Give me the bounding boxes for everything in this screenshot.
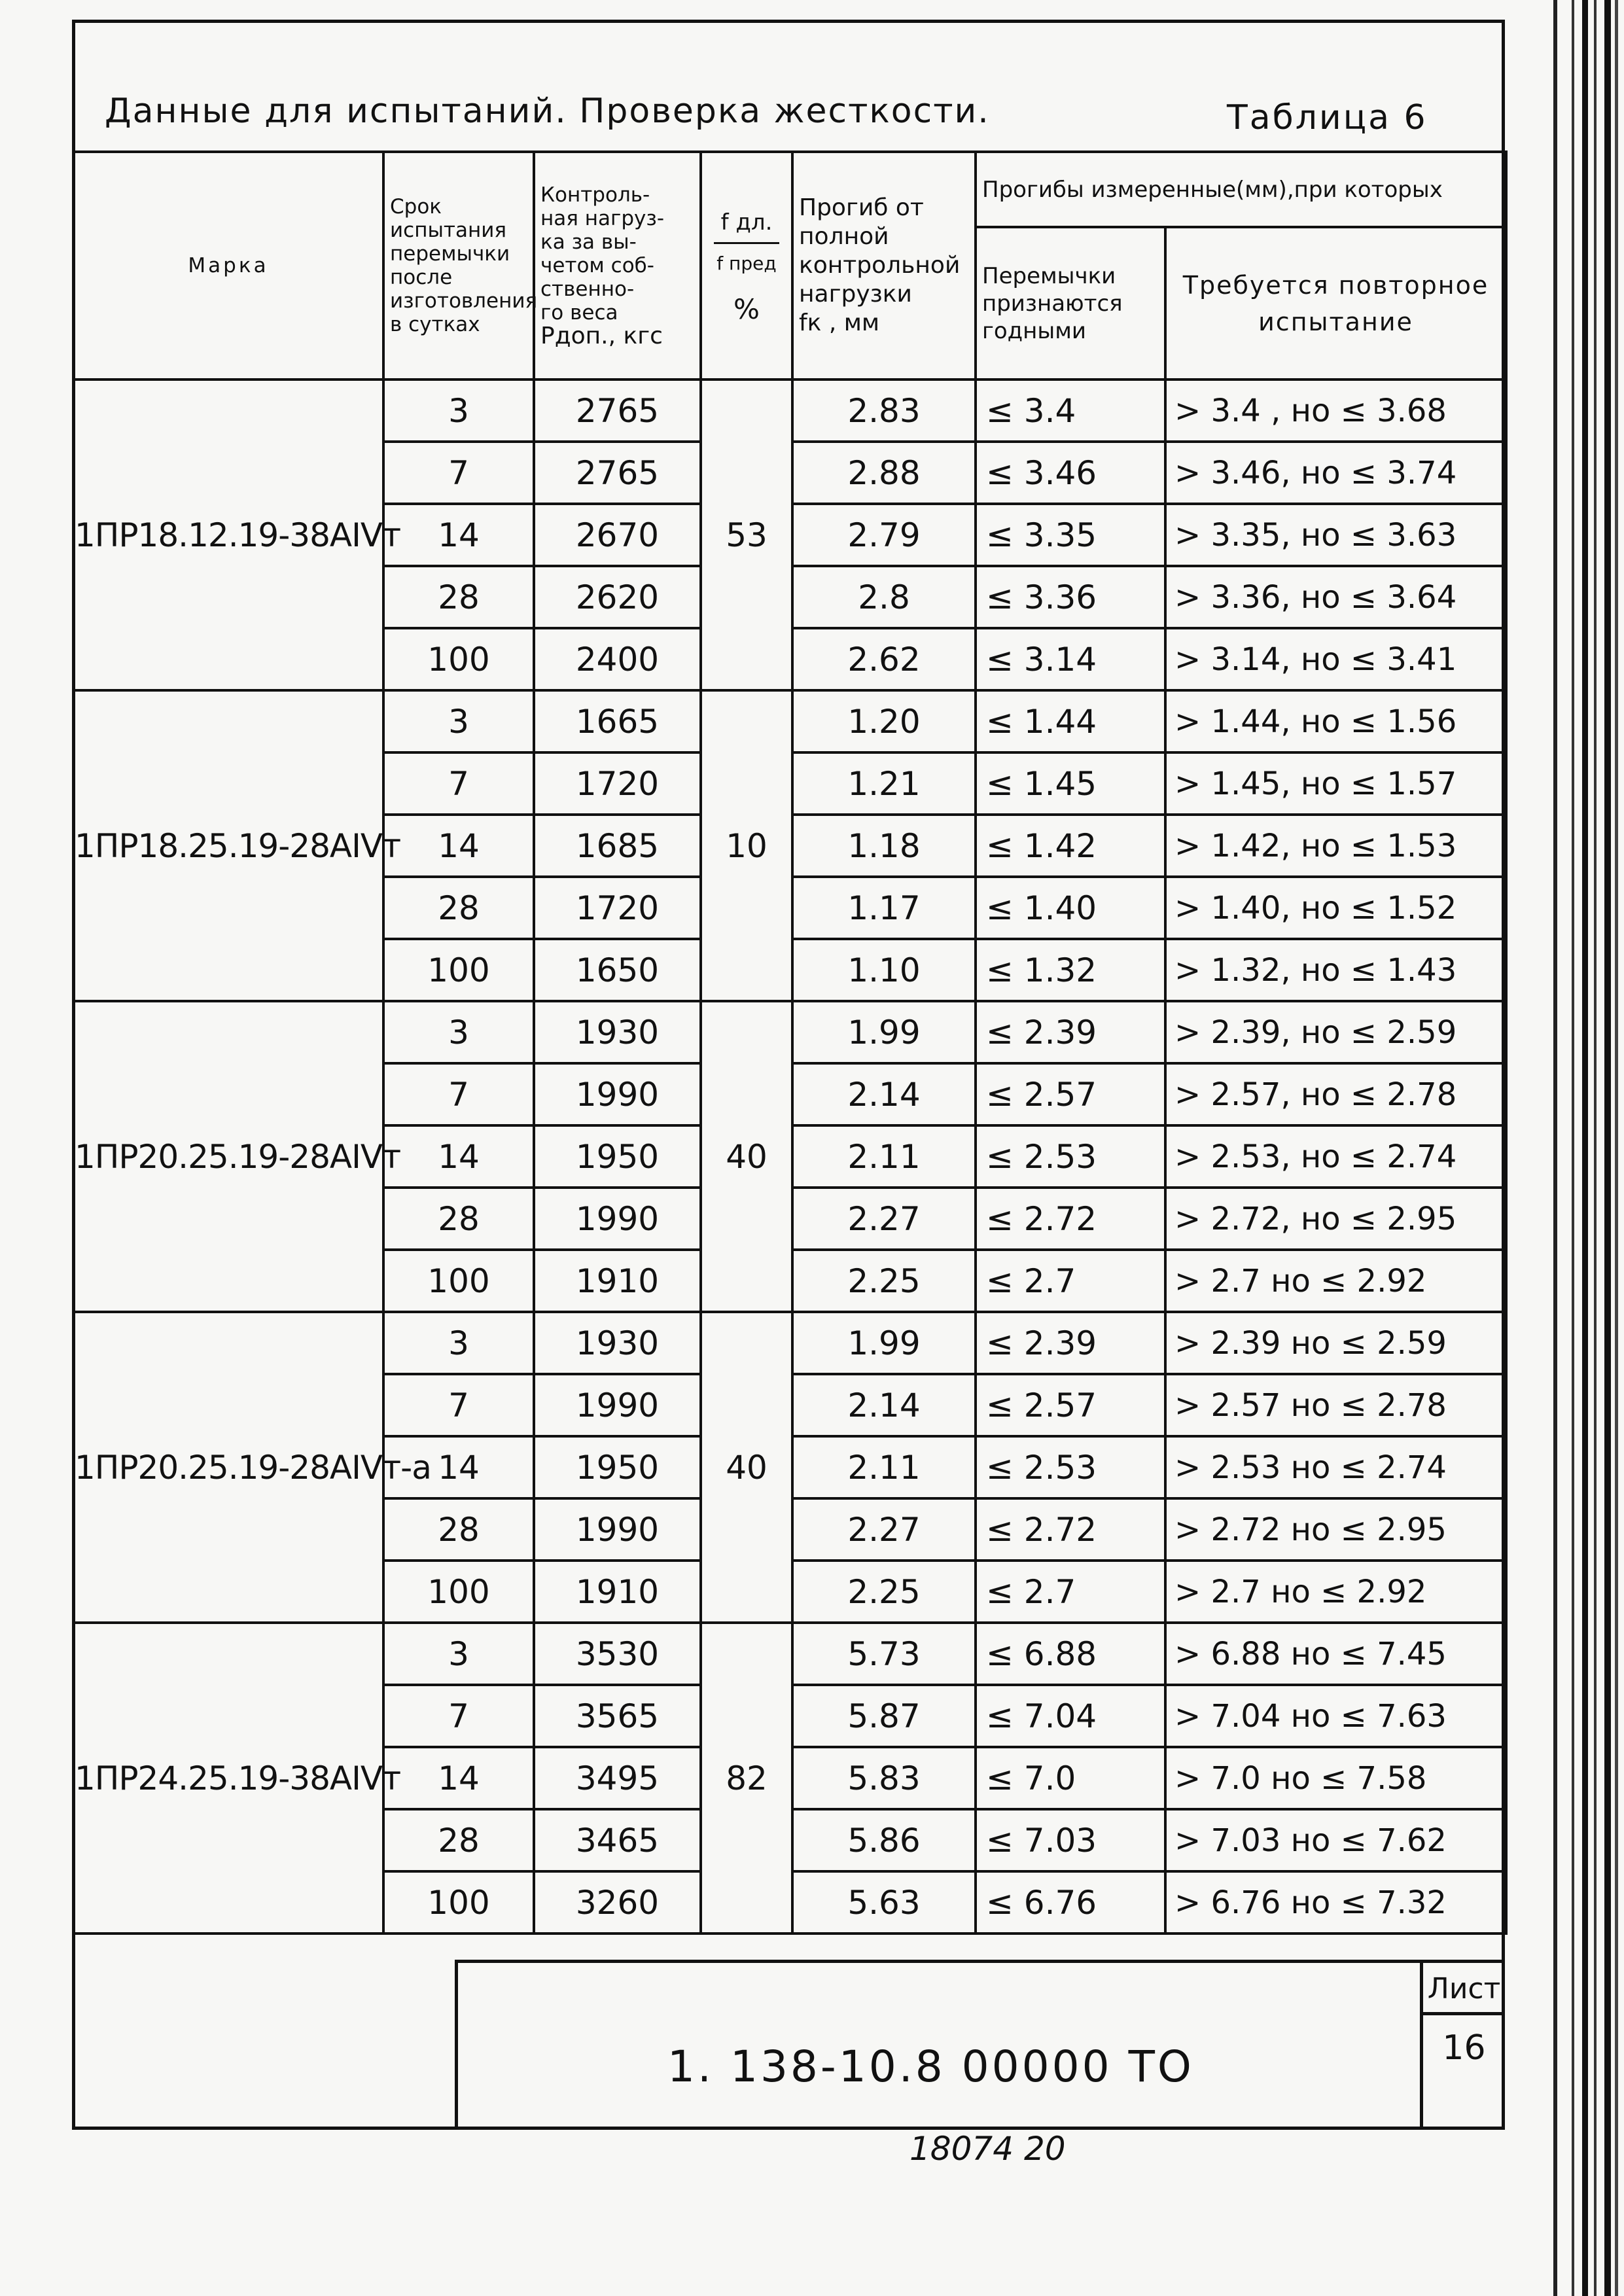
load-cell: 3530: [534, 1623, 701, 1685]
accepted-cell: ≤ 1.44: [976, 690, 1165, 752]
deflection-cell: 1.99: [792, 1312, 976, 1374]
ratio-cell: 40: [701, 1001, 792, 1312]
load-cell: 1720: [534, 877, 701, 939]
handwritten-note: 18074 20: [909, 2130, 1066, 2168]
retest-cell: > 2.57, но ≤ 2.78: [1165, 1063, 1506, 1125]
ratio-cell: 40: [701, 1312, 792, 1623]
load-cell: 1990: [534, 1188, 701, 1250]
retest-cell: > 1.32, но ≤ 1.43: [1165, 939, 1506, 1001]
deflection-cell: 1.21: [792, 752, 976, 815]
load-cell: 3260: [534, 1871, 701, 1934]
deflection-cell: 5.73: [792, 1623, 976, 1685]
age-cell: 14: [383, 815, 534, 877]
table-label: Таблица 6: [1227, 98, 1428, 137]
age-cell: 100: [383, 1871, 534, 1934]
accepted-cell: ≤ 2.57: [976, 1063, 1165, 1125]
retest-cell: > 1.45, но ≤ 1.57: [1165, 752, 1506, 815]
header-deflection-line: Прогиб от: [799, 194, 924, 221]
load-cell: 1950: [534, 1125, 701, 1188]
table-row: [73, 1623, 1506, 1685]
accepted-cell: ≤ 3.46: [976, 442, 1165, 504]
retest-cell: > 1.42, но ≤ 1.53: [1165, 815, 1506, 877]
accepted-cell: ≤ 2.39: [976, 1001, 1165, 1063]
age-cell: 14: [383, 1125, 534, 1188]
load-cell: 3495: [534, 1747, 701, 1809]
retest-cell: > 2.39 но ≤ 2.59: [1165, 1312, 1506, 1374]
ratio-unit: %: [733, 292, 760, 325]
deflection-cell: 2.79: [792, 504, 976, 566]
age-cell: 14: [383, 1436, 534, 1498]
load-cell: 1650: [534, 939, 701, 1001]
deflection-cell: 2.14: [792, 1374, 976, 1436]
header-ratio: [701, 152, 792, 380]
load-cell: 2620: [534, 566, 701, 628]
retest-cell: > 6.88 но ≤ 7.45: [1165, 1623, 1506, 1685]
binding-edge: [1551, 0, 1623, 2296]
retest-cell: > 3.36, но ≤ 3.64: [1165, 566, 1506, 628]
accepted-cell: ≤ 3.4: [976, 380, 1165, 442]
accepted-cell: ≤ 3.36: [976, 566, 1165, 628]
accepted-cell: ≤ 2.53: [976, 1436, 1165, 1498]
load-cell: 1685: [534, 815, 701, 877]
load-cell: 2400: [534, 628, 701, 690]
age-cell: 28: [383, 1809, 534, 1871]
header-measured: Прогибы измеренные(мм),при которых: [976, 152, 1506, 227]
accepted-cell: ≤ 2.39: [976, 1312, 1165, 1374]
deflection-cell: 2.25: [792, 1561, 976, 1623]
age-cell: 100: [383, 628, 534, 690]
ratio-divider: [714, 242, 779, 244]
header-age: Срок испытания перемычки после изготовления в сутках: [383, 152, 534, 380]
header-deflection-line: полной: [799, 223, 889, 250]
deflection-cell: 1.18: [792, 815, 976, 877]
accepted-cell: ≤ 3.14: [976, 628, 1165, 690]
load-cell: 1910: [534, 1250, 701, 1312]
table-row: [73, 690, 1506, 752]
accepted-cell: ≤ 1.40: [976, 877, 1165, 939]
title-block: [455, 1960, 1505, 2130]
age-cell: 7: [383, 752, 534, 815]
header-deflection-line: контрольной: [799, 252, 961, 279]
header-load-line: ная нагруз-: [540, 206, 665, 230]
retest-cell: > 7.0 но ≤ 7.58: [1165, 1747, 1506, 1809]
header-marka: Марка: [73, 152, 383, 380]
header-load-line: ка за вы-: [540, 230, 637, 254]
ratio-numerator: f дл.: [720, 209, 773, 236]
table-body: [73, 380, 1506, 1934]
retest-cell: > 3.4 , но ≤ 3.68: [1165, 380, 1506, 442]
age-cell: 100: [383, 1250, 534, 1312]
age-cell: 3: [383, 380, 534, 442]
deflection-cell: 1.20: [792, 690, 976, 752]
sheet-label: Лист: [1423, 1963, 1505, 2015]
retest-cell: > 2.7 но ≤ 2.92: [1165, 1561, 1506, 1623]
deflection-cell: 2.25: [792, 1250, 976, 1312]
mark-cell: 1ПР18.12.19-38АIVт: [73, 380, 383, 690]
load-cell: 1930: [534, 1001, 701, 1063]
retest-cell: > 1.40, но ≤ 1.52: [1165, 877, 1506, 939]
accepted-cell: ≤ 1.45: [976, 752, 1165, 815]
load-cell: 2765: [534, 380, 701, 442]
accepted-cell: ≤ 2.53: [976, 1125, 1165, 1188]
age-cell: 100: [383, 939, 534, 1001]
load-cell: 3465: [534, 1809, 701, 1871]
table-row: [73, 1001, 1506, 1063]
stiffness-test-table: [72, 150, 1508, 1935]
retest-cell: > 2.72 но ≤ 2.95: [1165, 1498, 1506, 1561]
header-deflection: [792, 152, 976, 380]
retest-cell: > 7.04 но ≤ 7.63: [1165, 1685, 1506, 1747]
header-retest: Требуется повторное испытание: [1165, 227, 1506, 380]
mark-cell: 1ПР24.25.19-38АIVт: [73, 1623, 383, 1934]
load-cell: 1990: [534, 1063, 701, 1125]
retest-cell: > 2.53, но ≤ 2.74: [1165, 1125, 1506, 1188]
accepted-cell: ≤ 2.72: [976, 1498, 1165, 1561]
age-cell: 100: [383, 1561, 534, 1623]
ratio-cell: 53: [701, 380, 792, 690]
accepted-cell: ≤ 1.32: [976, 939, 1165, 1001]
load-cell: 1990: [534, 1374, 701, 1436]
age-cell: 28: [383, 1498, 534, 1561]
mark-cell: 1ПР18.25.19-28АIVт: [73, 690, 383, 1001]
table-row: [73, 380, 1506, 442]
ratio-cell: 10: [701, 690, 792, 1001]
age-cell: 14: [383, 504, 534, 566]
header-load-line: Контроль-: [540, 183, 650, 207]
deflection-cell: 2.11: [792, 1125, 976, 1188]
accepted-cell: ≤ 3.35: [976, 504, 1165, 566]
deflection-cell: 2.11: [792, 1436, 976, 1498]
load-cell: 1910: [534, 1561, 701, 1623]
load-cell: 1990: [534, 1498, 701, 1561]
load-cell: 2670: [534, 504, 701, 566]
age-cell: 28: [383, 877, 534, 939]
accepted-cell: ≤ 1.42: [976, 815, 1165, 877]
deflection-cell: 2.8: [792, 566, 976, 628]
retest-cell: > 3.14, но ≤ 3.41: [1165, 628, 1506, 690]
age-cell: 28: [383, 1188, 534, 1250]
load-cell: 1950: [534, 1436, 701, 1498]
age-cell: 7: [383, 1374, 534, 1436]
load-cell: 1720: [534, 752, 701, 815]
header-load-line: Pдоп., кгс: [540, 322, 663, 349]
accepted-cell: ≤ 7.04: [976, 1685, 1165, 1747]
age-cell: 7: [383, 1685, 534, 1747]
deflection-cell: 5.86: [792, 1809, 976, 1871]
accepted-cell: ≤ 2.7: [976, 1561, 1165, 1623]
deflection-cell: 2.83: [792, 380, 976, 442]
sheet-number: 16: [1442, 2028, 1486, 2068]
age-cell: 3: [383, 1312, 534, 1374]
load-cell: 1930: [534, 1312, 701, 1374]
sheet-box: [1420, 1963, 1505, 2130]
age-cell: 3: [383, 1623, 534, 1685]
load-cell: 2765: [534, 442, 701, 504]
accepted-cell: ≤ 2.57: [976, 1374, 1165, 1436]
ratio-cell: 82: [701, 1623, 792, 1934]
header-deflection-line: нагрузки: [799, 281, 912, 308]
load-cell: 1665: [534, 690, 701, 752]
document-code: 1. 138-10.8 00000 ТО: [667, 2041, 1194, 2092]
table-row: [73, 1312, 1506, 1374]
accepted-cell: ≤ 6.88: [976, 1623, 1165, 1685]
deflection-cell: 5.83: [792, 1747, 976, 1809]
accepted-cell: ≤ 2.72: [976, 1188, 1165, 1250]
retest-cell: > 2.72, но ≤ 2.95: [1165, 1188, 1506, 1250]
retest-cell: > 1.44, но ≤ 1.56: [1165, 690, 1506, 752]
retest-cell: > 2.7 но ≤ 2.92: [1165, 1250, 1506, 1312]
header-load-line: четом соб-: [540, 253, 654, 277]
load-cell: 3565: [534, 1685, 701, 1747]
accepted-cell: ≤ 7.03: [976, 1809, 1165, 1871]
deflection-cell: 2.14: [792, 1063, 976, 1125]
retest-cell: > 3.46, но ≤ 3.74: [1165, 442, 1506, 504]
accepted-cell: ≤ 7.0: [976, 1747, 1165, 1809]
age-cell: 28: [383, 566, 534, 628]
retest-cell: > 2.39, но ≤ 2.59: [1165, 1001, 1506, 1063]
deflection-cell: 5.87: [792, 1685, 976, 1747]
deflection-cell: 2.62: [792, 628, 976, 690]
age-cell: 3: [383, 690, 534, 752]
ratio-denominator: f пред: [716, 252, 777, 274]
deflection-cell: 1.10: [792, 939, 976, 1001]
header-load-line: го веса: [540, 300, 618, 325]
age-cell: 14: [383, 1747, 534, 1809]
deflection-cell: 2.27: [792, 1498, 976, 1561]
page-title: Данные для испытаний. Проверка жесткости.: [105, 92, 990, 131]
deflection-cell: 1.99: [792, 1001, 976, 1063]
age-cell: 7: [383, 442, 534, 504]
retest-cell: > 6.76 но ≤ 7.32: [1165, 1871, 1506, 1934]
deflection-cell: 2.88: [792, 442, 976, 504]
retest-cell: > 2.53 но ≤ 2.74: [1165, 1436, 1506, 1498]
age-cell: 7: [383, 1063, 534, 1125]
mark-cell: 1ПР20.25.19-28АIVт-а: [73, 1312, 383, 1623]
deflection-cell: 1.17: [792, 877, 976, 939]
age-cell: 3: [383, 1001, 534, 1063]
retest-cell: > 7.03 но ≤ 7.62: [1165, 1809, 1506, 1871]
accepted-cell: ≤ 6.76: [976, 1871, 1165, 1934]
retest-cell: > 3.35, но ≤ 3.63: [1165, 504, 1506, 566]
accepted-cell: ≤ 2.7: [976, 1250, 1165, 1312]
header-deflection-line: fк , мм: [799, 309, 880, 336]
header-load: [534, 152, 701, 380]
retest-cell: > 2.57 но ≤ 2.78: [1165, 1374, 1506, 1436]
mark-cell: 1ПР20.25.19-28АIVт: [73, 1001, 383, 1312]
header-load-line: ственно-: [540, 277, 635, 301]
header-accepted: Перемычки признаются годными: [976, 227, 1165, 380]
deflection-cell: 5.63: [792, 1871, 976, 1934]
deflection-cell: 2.27: [792, 1188, 976, 1250]
